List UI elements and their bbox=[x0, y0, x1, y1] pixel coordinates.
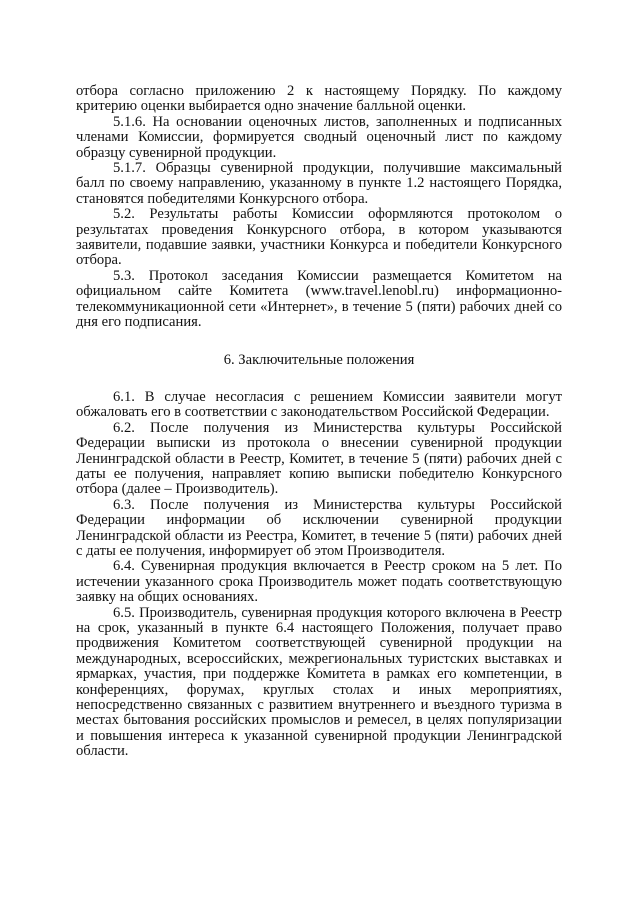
paragraph-6-1: 6.1. В случае несогласия с решением Комиссии заявители могут обжаловать его в соответствии с законодательством Российской Федерации. bbox=[76, 388, 562, 421]
paragraph-5-2: 5.2. Результаты работы Комиссии оформляются протоколом о результатах проведения Конкурсного отбора, в котором указываются заявители, подавшие заявки, участники Конкурса и победители Конкурсного отбора. bbox=[76, 206, 562, 269]
paragraph-6-2: 6.2. После получения из Министерства культуры Российской Федерации выписки из протокола о внесении сувенирной продукции Ленинградской области в Реестр, Комитет, в течение 5 (пяти) рабочих дней с даты ее получения, направляет копию выписки победителю Конкурсного отбора (далее – Производитель). bbox=[76, 419, 562, 498]
paragraph-5-1-7: 5.1.7. Образцы сувенирной продукции, получившие максимальный балл по своему направлению, указанному в пункте 1.2 настоящего Порядка, становятся победителями Конкурсного отбора. bbox=[76, 160, 562, 207]
paragraph-5-1-6: 5.1.6. На основании оценочных листов, заполненных и подписанных членами Комиссии, формируется сводный оценочный лист по каждому образцу сувенирной продукции. bbox=[76, 113, 562, 161]
paragraph-6-3: 6.3. После получения из Министерства культуры Российской Федерации информации об исключении сувенирной продукции Ленинградской области из Реестра, Комитет, в течение 5 (пяти) рабочих дней с даты ее получения, информирует об этом Производителя. bbox=[76, 496, 562, 559]
paragraph-6-5: 6.5. Производитель, сувенирная продукция которого включена в Реестр на срок, указанный в пункте 6.4 настоящего Положения, получает право продвижения Комитетом соответствующей сувенирной продукции на международных, всероссийских, межрегиональных туристских выставках и ярмарках, участия, при поддержке Комитета в рамках его компетенции, в конференциях, форумах, круглых столах и иных мероприятиях, непосредственно связанных с развитием внутреннего и въездного туризма в местах бытования российских промыслов и ремесел, в целях популяризации и повышения интереса к указанной сувенирной продукции Ленинградской области. bbox=[76, 604, 562, 760]
section-heading: 6. Заключительные положения bbox=[223, 351, 415, 368]
paragraph-5-3: 5.3. Протокол заседания Комиссии размещается Комитетом на официальном сайте Комитета (www.travel.lenobl.ru) информационно-телекоммуникационной сети «Интернет», в течение 5 (пяти) рабочих дней со дня его подписания. bbox=[76, 267, 562, 331]
paragraph-continuation: отбора согласно приложению 2 к настоящему Порядку. По каждому критерию оценки выбирается одно значение балльной оценки. bbox=[76, 83, 562, 115]
paragraph-6-4: 6.4. Сувенирная продукция включается в Реестр сроком на 5 лет. По истечении указанного срока Производитель может подать соответствующую заявку на общих основаниях. bbox=[76, 558, 562, 606]
document-page bbox=[76, 84, 562, 760]
